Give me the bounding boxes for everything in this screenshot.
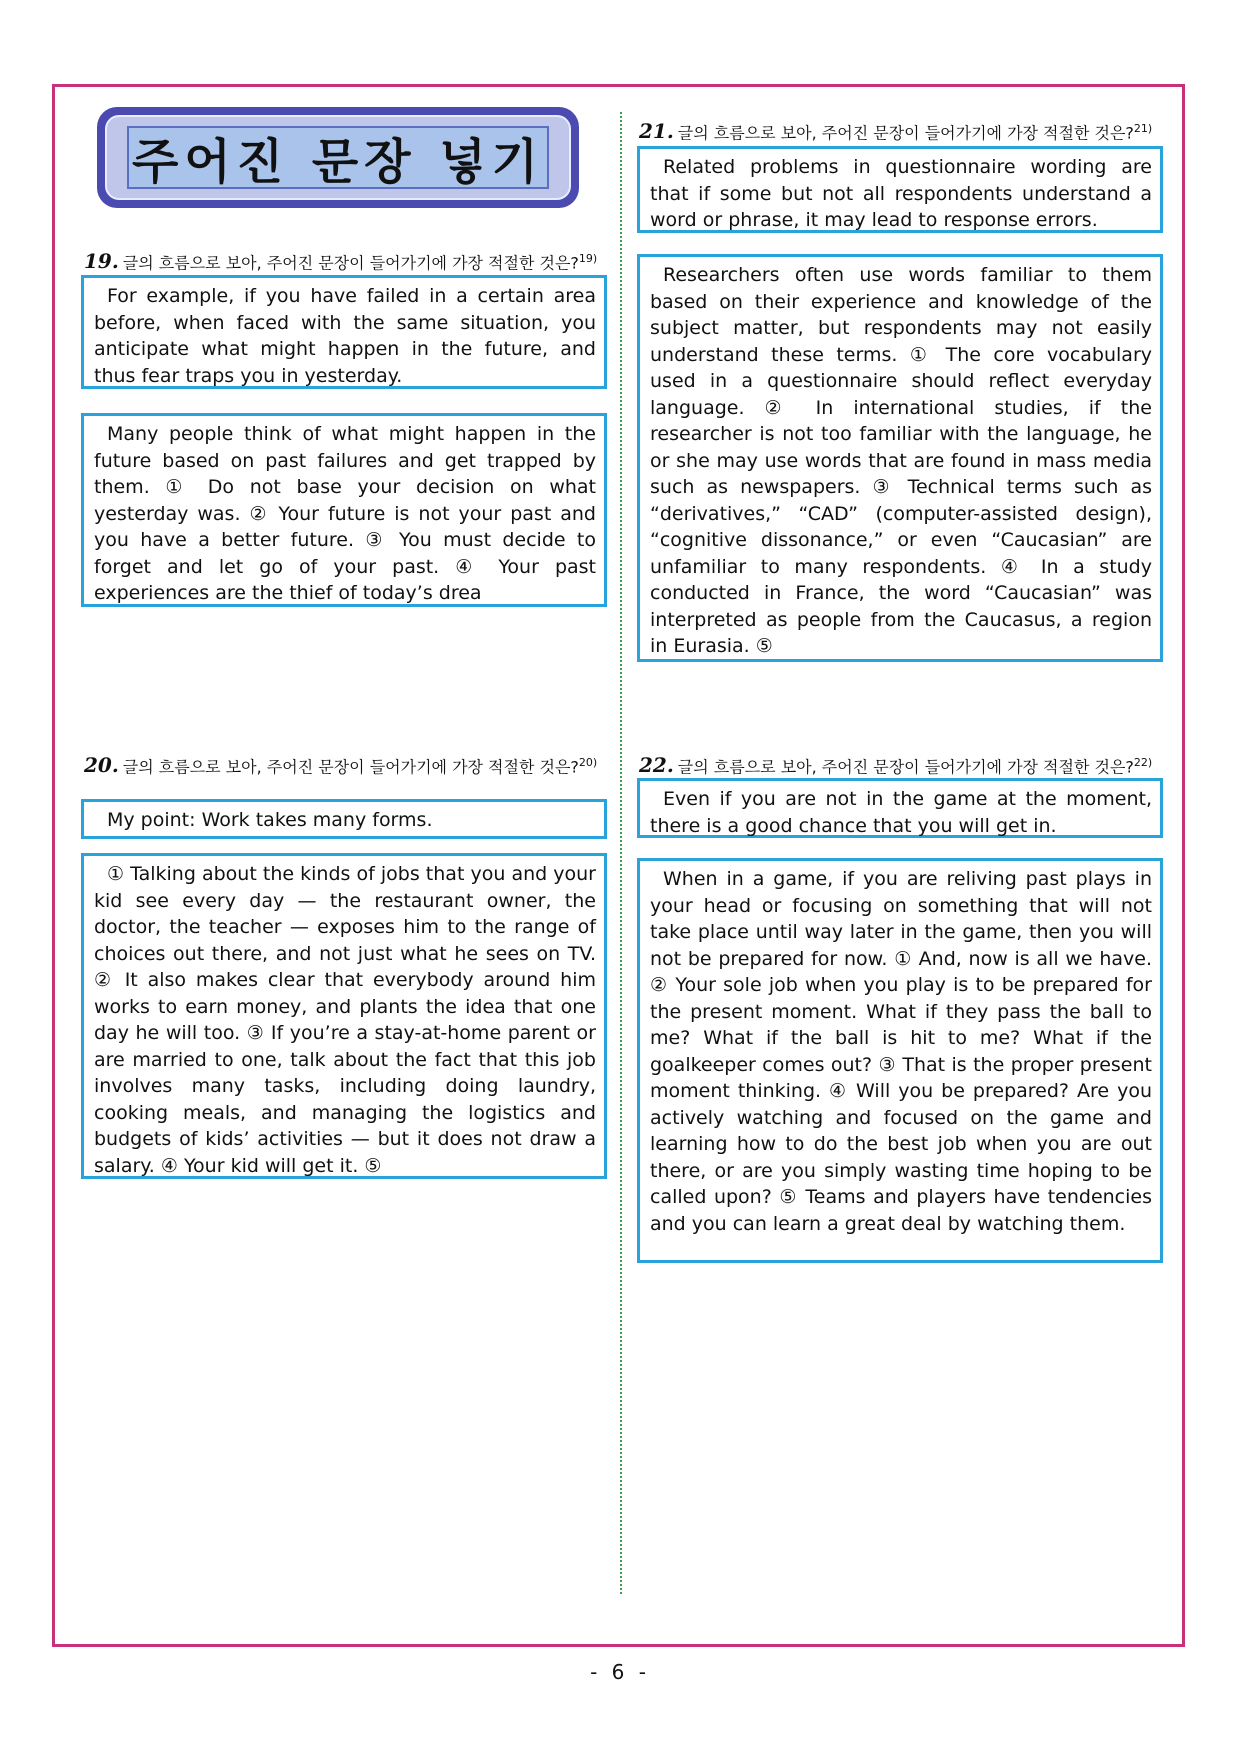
question-prompt: 글의 흐름으로 보아, 주어진 문장이 들어가기에 가장 적절한 것은?: [122, 757, 579, 777]
question-22-header: [639, 752, 1152, 778]
footnote-ref: 19): [578, 252, 598, 265]
question-19-passage: Many people think of what might happen in the future based on past failures and get trapped by them. ① Do not base your decision on what yesterday was. ② Your future is not your past and you have a better future. ③ You must decide to forget and let go of your past. ④ Your past experiences are the thief of today’s drea: [81, 413, 607, 607]
question-21-header: [639, 118, 1152, 144]
question-prompt: 글의 흐름으로 보아, 주어진 문장이 들어가기에 가장 적절한 것은?: [677, 123, 1134, 143]
question-21-passage: Researchers often use words familiar to them based on their experience and knowledge of the subject matter, but respondents may not easily understand these terms. ① The core vocabulary used in a questionnaire should reflect everyday language. ② In international studies, if the researcher is not too familiar with the language, he or she may use words that are found in mass media such as newspapers. ③ Technical terms such as “derivatives,” “CAD” (computer-assisted design), “cognitive dissonance,” or even “Caucasian” are unfamiliar to many respondents. ④ In a study conducted in France, the word “Caucasian” was interpreted as people from the Caucasus, a region in Eurasia. ⑤: [637, 254, 1163, 662]
question-20-header: [84, 752, 610, 778]
section-title: 주어진 문장 넣기: [127, 126, 549, 189]
question-number: 19.: [84, 249, 119, 274]
footnote-ref: 22): [1133, 756, 1153, 769]
footnote-ref: 21): [1133, 122, 1153, 135]
question-19-given-sentence: For example, if you have failed in a certain area before, when faced with the same situation, you anticipate what might happen in the future, and thus fear traps you in yesterday.: [81, 275, 607, 389]
question-number: 20.: [84, 753, 119, 778]
question-number: 21.: [639, 119, 674, 144]
footnote-ref: 20): [578, 756, 598, 769]
question-19-header: [84, 248, 597, 274]
question-prompt: 글의 흐름으로 보아, 주어진 문장이 들어가기에 가장 적절한 것은?: [122, 253, 579, 273]
question-number: 22.: [639, 753, 674, 778]
column-divider: [620, 112, 622, 1594]
question-20-given-sentence: My point: Work takes many forms.: [81, 799, 607, 839]
question-20-passage: ① Talking about the kinds of jobs that you and your kid see every day — the restaurant owner, the doctor, the teacher — exposes him to the range of choices out there, and not just what he sees on TV. ② It also makes clear that everybody around him works to earn money, and plants the idea that one day he will too. ③ If you’re a stay-at-home parent or are married to one, talk about the fact that this job involves many tasks, including doing laundry, cooking meals, and managing the logistics and budgets of kids’ activities — but it does not draw a salary. ④ Your kid will get it. ⑤: [81, 853, 607, 1179]
question-prompt: 글의 흐름으로 보아, 주어진 문장이 들어가기에 가장 적절한 것은?: [677, 757, 1134, 777]
question-22-given-sentence: Even if you are not in the game at the moment, there is a good chance that you will get in.: [637, 778, 1163, 838]
question-22-passage: When in a game, if you are reliving past plays in your head or focusing on something that will not take place until way later in the game, then you will not be prepared for now. ① And, now is all we have. ② Your sole job when you play is to be prepared for the present moment. What if they pass the ball to me? What if the ball is hit to me? What if the goalkeeper comes out? ③ That is the proper present moment thinking. ④ Will you be prepared? Are you actively watching and focused on the game and learning how to do the best job when you are out there, or are you simply wasting time hoping to be called upon? ⑤ Teams and players have tendencies and you can learn a great deal by watching them.: [637, 858, 1163, 1263]
page-number: - 6 -: [590, 1660, 650, 1684]
question-21-given-sentence: Related problems in questionnaire wording are that if some but not all respondents understand a word or phrase, it may lead to response errors.: [637, 146, 1163, 233]
section-title-badge: [97, 107, 579, 208]
